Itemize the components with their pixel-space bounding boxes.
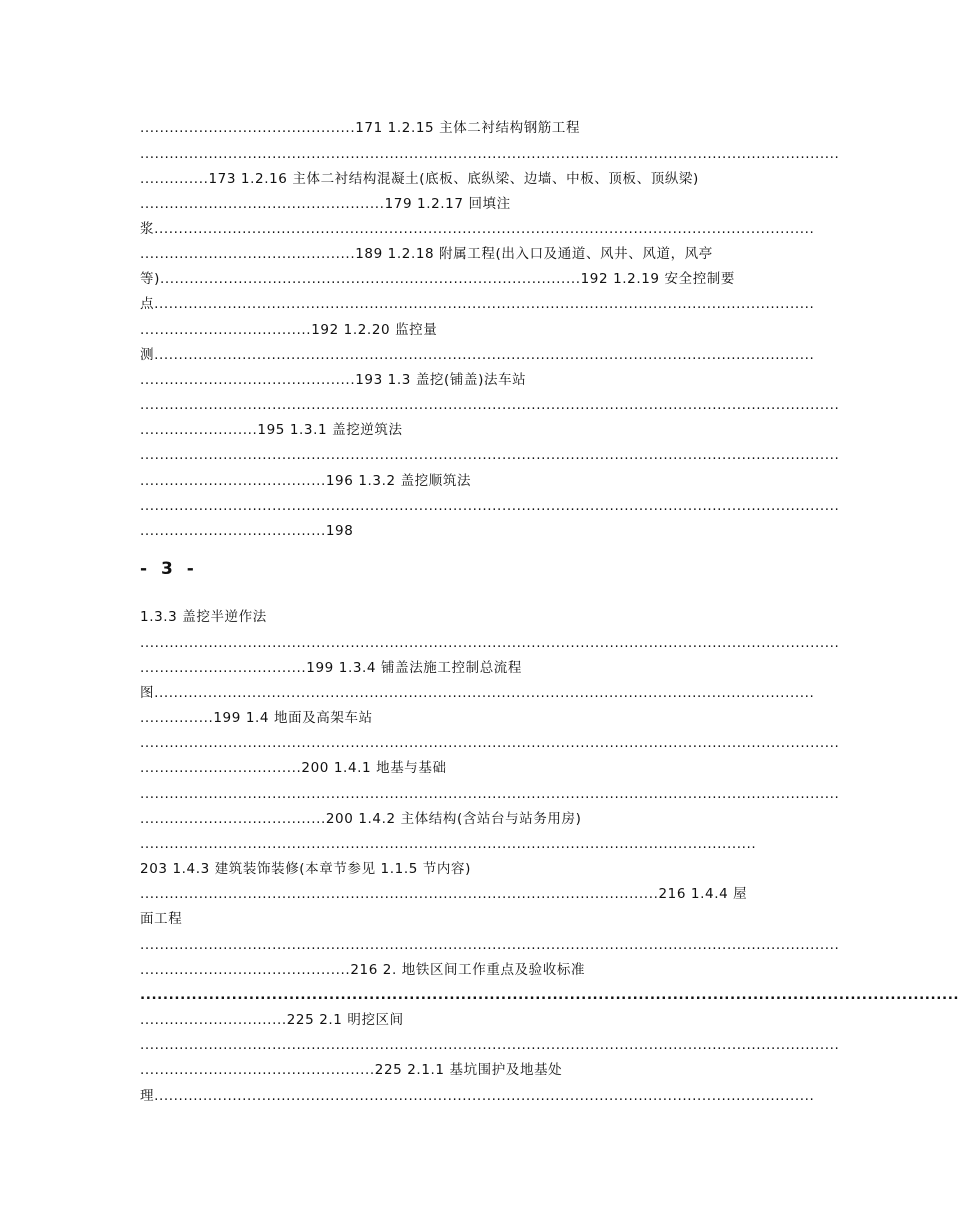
toc-line: ............................................................................................................................................... xyxy=(140,635,840,651)
toc-line: .............................................................................................................................. xyxy=(140,836,757,852)
toc-line: ...................................192 1.2.20 监控量 xyxy=(140,322,438,338)
toc-line: ............................................189 1.2.18 附属工程(出入口及通道、风井、风道，风亭 xyxy=(140,246,713,262)
toc-line: ............................................................................................................................................... xyxy=(140,397,840,413)
toc-line: ............................................171 1.2.15 主体二衬结构钢筋工程 xyxy=(140,120,581,136)
toc-line: ............................................193 1.3 盖挖(铺盖)法车站 xyxy=(140,372,527,388)
toc-line: ..................................199 1.3.4 铺盖法施工控制总流程 xyxy=(140,660,523,676)
toc-line: 1.3.3 盖挖半逆作法 xyxy=(140,609,267,625)
toc-line: 测....................................................................................................................................... xyxy=(140,347,815,363)
toc-line: 图....................................................................................................................................... xyxy=(140,685,815,701)
toc-line: ...........................................216 2. 地铁区间工作重点及验收标准 xyxy=(140,962,586,978)
toc-line: ......................................196 1.3.2 盖挖顺筑法 xyxy=(140,473,472,489)
toc-line: ............................................................................................................................................... xyxy=(140,987,959,1003)
toc-line: ......................................198 xyxy=(140,523,354,539)
toc-line: ..............................225 2.1 明挖区间 xyxy=(140,1012,404,1028)
toc-line: 理....................................................................................................................................... xyxy=(140,1088,815,1104)
toc-line: ..........................................................................................................216 1.4.4 屋 xyxy=(140,886,748,902)
toc-line: ............................................................................................................................................... xyxy=(140,937,840,953)
toc-line: ................................................225 2.1.1 基坑围护及地基处 xyxy=(140,1062,563,1078)
toc-line: ............................................................................................................................................... xyxy=(140,498,840,514)
toc-line: ............................................................................................................................................... xyxy=(140,447,840,463)
toc-line: 等)......................................................................................192 1.2.19 安全控制要 xyxy=(140,271,736,287)
toc-line: ......................................200 1.4.2 主体结构(含站台与站务用房) xyxy=(140,811,582,827)
toc-line: ............................................................................................................................................... xyxy=(140,735,840,751)
toc-line: 面工程 xyxy=(140,911,183,927)
toc-line: ............................................................................................................................................... xyxy=(140,786,840,802)
toc-line: 浆....................................................................................................................................... xyxy=(140,221,815,237)
toc-line: ........................195 1.3.1 盖挖逆筑法 xyxy=(140,422,403,438)
toc-line: ..................................................179 1.2.17 回填注 xyxy=(140,196,511,212)
page-number: - 3 - xyxy=(140,559,198,579)
toc-line: ...............199 1.4 地面及高架车站 xyxy=(140,710,373,726)
toc-line: ..............173 1.2.16 主体二衬结构混凝土(底板、底纵梁、边墙、中板、顶板、顶纵梁) xyxy=(140,171,699,187)
toc-line: 点....................................................................................................................................... xyxy=(140,296,815,312)
toc-line: .................................200 1.4.1 地基与基础 xyxy=(140,760,447,776)
toc-line: ............................................................................................................................................... xyxy=(140,1037,840,1053)
toc-line: ............................................................................................................................................... xyxy=(140,146,840,162)
toc-line: 203 1.4.3 建筑装饰装修(本章节参见 1.1.5 节内容) xyxy=(140,861,471,877)
